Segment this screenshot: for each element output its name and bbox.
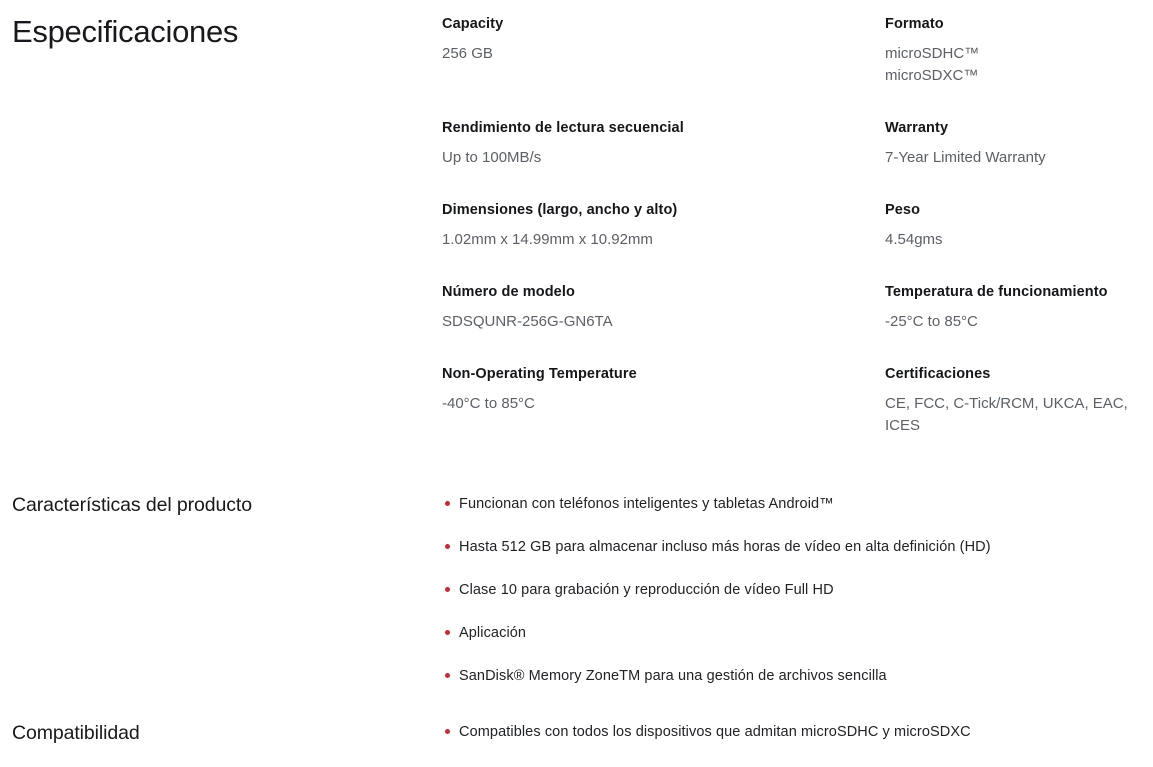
spec-value: -40°C to 85°C: [442, 395, 535, 412]
feature-text: SanDisk® Memory ZoneTM para una gestión de archivos sencilla: [459, 668, 887, 684]
spec-item-operating-temperature: [885, 282, 1153, 333]
spec-label: Rendimiento de lectura secuencial: [442, 120, 684, 136]
bullet-icon: [445, 729, 450, 734]
spec-value: Up to 100MB/s: [442, 149, 542, 166]
spec-item-warranty: [885, 118, 1153, 169]
spec-value: 256 GB: [442, 45, 493, 62]
spec-value: 1.02mm x 14.99mm x 10.92mm: [442, 231, 653, 248]
compatibility-content-column: [442, 722, 1153, 742]
specifications-heading-column: [12, 14, 442, 50]
spec-item-certifications: [885, 364, 1153, 437]
features-section: [12, 494, 1153, 686]
feature-text: Clase 10 para grabación y reproducción de vídeo Full HD: [459, 582, 834, 598]
feature-text: Aplicación: [459, 625, 527, 641]
feature-item: [442, 666, 1153, 686]
features-heading: Características del producto: [12, 494, 252, 516]
spec-label: Non-Operating Temperature: [442, 366, 637, 382]
compatibility-item: [442, 722, 1153, 742]
spec-item-weight: [885, 200, 1153, 251]
feature-item: [442, 580, 1153, 600]
spec-item-formato: [885, 14, 1153, 87]
compatibility-section: [12, 722, 1153, 745]
bullet-icon: [445, 587, 450, 592]
spec-grid: [442, 14, 1153, 437]
spec-value: microSDXC™: [885, 67, 979, 84]
spec-label: Warranty: [885, 120, 949, 136]
spec-value: SDSQUNR-256G-GN6TA: [442, 313, 613, 330]
spec-label: Formato: [885, 16, 944, 32]
spec-item-capacity: [442, 14, 885, 87]
bullet-icon: [445, 544, 450, 549]
spec-value: microSDHC™: [885, 45, 980, 62]
feature-item: [442, 494, 1153, 514]
feature-item: [442, 623, 1153, 643]
compatibility-heading: Compatibilidad: [12, 722, 140, 744]
feature-list: [442, 494, 1153, 686]
feature-text: Funcionan con teléfonos inteligentes y tabletas Android™: [459, 496, 834, 512]
spec-value: 7-Year Limited Warranty: [885, 149, 1046, 166]
compatibility-heading-column: [12, 722, 442, 745]
spec-label: Temperatura de funcionamiento: [885, 284, 1108, 300]
spec-label: Dimensiones (largo, ancho y alto): [442, 202, 678, 218]
bullet-icon: [445, 673, 450, 678]
spec-value: 4.54gms: [885, 231, 943, 248]
spec-item-model-number: [442, 282, 885, 333]
compatibility-list: [442, 722, 1153, 742]
spec-label: Capacity: [442, 16, 504, 32]
spec-item-non-operating-temperature: [442, 364, 885, 437]
spec-value: -25°C to 85°C: [885, 313, 978, 330]
specifications-heading: Especificaciones: [12, 14, 239, 49]
spec-label: Peso: [885, 202, 921, 218]
spec-label: Certificaciones: [885, 366, 991, 382]
spec-item-sequential-read: [442, 118, 885, 169]
spec-item-dimensions: [442, 200, 885, 251]
feature-item: [442, 537, 1153, 557]
features-content-column: [442, 494, 1153, 686]
spec-label: Número de modelo: [442, 284, 575, 300]
features-heading-column: [12, 494, 442, 517]
spec-value: CE, FCC, C-Tick/RCM, UKCA, EAC, ICES: [885, 395, 1128, 434]
specifications-section: [12, 14, 1153, 437]
bullet-icon: [445, 630, 450, 635]
bullet-icon: [445, 501, 450, 506]
compatibility-text: Compatibles con todos los dispositivos que admitan microSDHC y microSDXC: [459, 724, 971, 740]
feature-text: Hasta 512 GB para almacenar incluso más horas de vídeo en alta definición (HD): [459, 539, 991, 555]
specifications-content-column: [442, 14, 1153, 437]
